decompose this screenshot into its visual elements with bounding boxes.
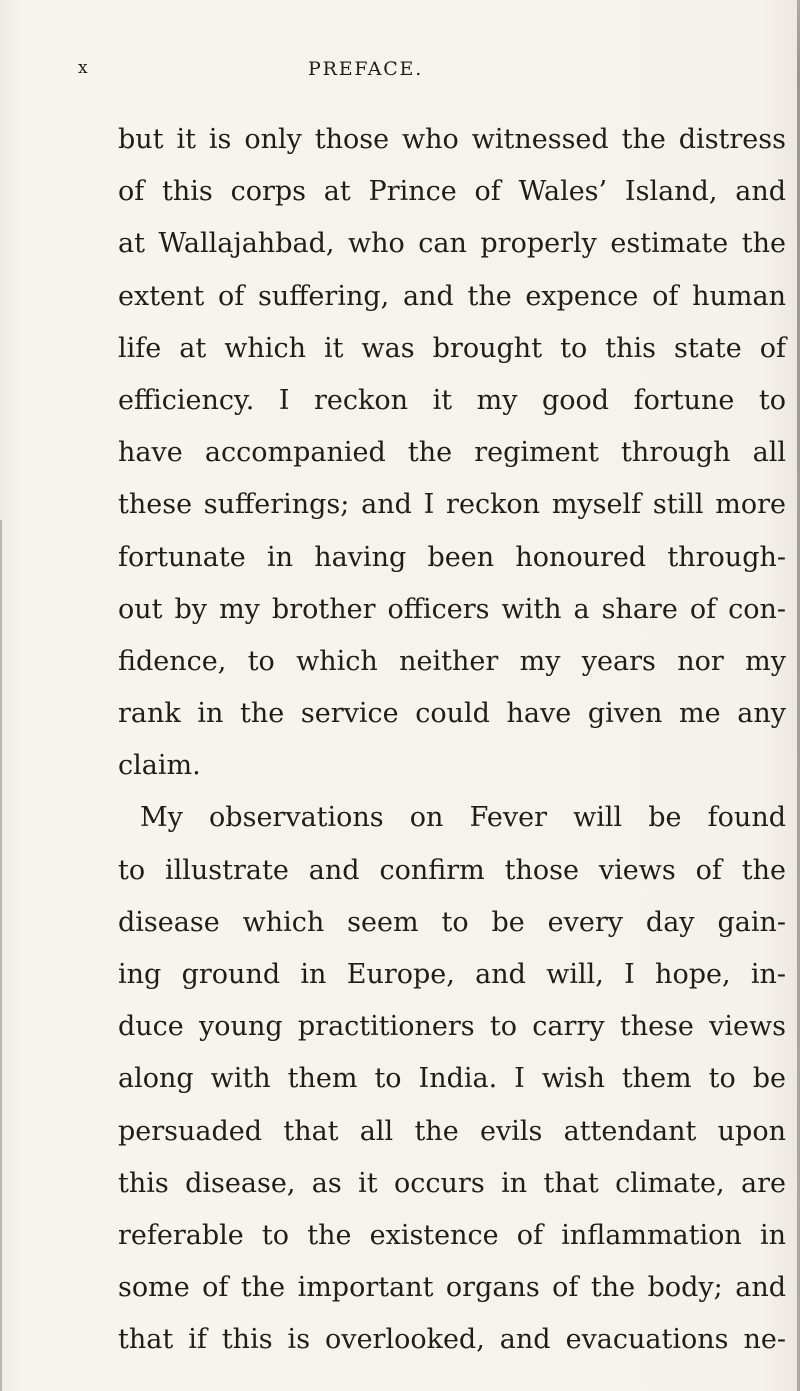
text-line-20: persuaded that all the evils attendant upon — [118, 1115, 786, 1147]
text-line-5: life at which it was brought to this state of — [118, 332, 786, 364]
preface-text — [118, 114, 786, 1367]
text-line-6: efficiency. I reckon it my good fortune to — [118, 384, 786, 416]
text-line-14: My observations on Fever will be found — [140, 802, 786, 834]
text-line-11: fidence, to which neither my years nor my — [118, 645, 786, 677]
text-line-1: but it is only those who witnessed the distress — [118, 124, 786, 155]
text-line-23: some of the important organs of the body; and — [118, 1272, 786, 1304]
text-line-3: at Wallajahbad, who can properly estimate the — [118, 228, 786, 260]
text-line-24: that if this is overlooked, and evacuations ne- — [118, 1324, 786, 1356]
text-line-4: extent of suffering, and the expence of human — [118, 280, 786, 312]
page-edge-left — [0, 520, 2, 1391]
text-line-7: have accompanied the regiment through all — [118, 437, 786, 469]
text-line-12: rank in the service could have given me any — [118, 698, 786, 730]
text-line-17: ing ground in Europe, and will, I hope, in- — [118, 959, 786, 990]
text-line-16: disease which seem to be every day gain- — [118, 906, 786, 938]
page-number: x — [78, 58, 88, 78]
text-line-9: fortunate in having been honoured through- — [118, 541, 786, 573]
text-line-8: these sufferings; and I reckon myself still more — [118, 489, 786, 521]
page-header — [58, 58, 758, 88]
text-line-18: duce young practitioners to carry these views — [118, 1011, 786, 1043]
text-line-13: claim. — [118, 750, 201, 782]
running-head: PREFACE. — [308, 58, 424, 80]
text-line-10: out by my brother officers with a share of con- — [118, 593, 786, 625]
text-line-2: of this corps at Prince of Wales’ Island, and — [118, 176, 786, 208]
text-line-21: this disease, as it occurs in that climate, are — [118, 1167, 786, 1199]
text-line-19: along with them to India. I wish them to be — [118, 1063, 786, 1095]
text-line-15: to illustrate and confirm those views of the — [118, 854, 786, 886]
text-line-22: referable to the existence of inflammation in — [118, 1219, 786, 1251]
